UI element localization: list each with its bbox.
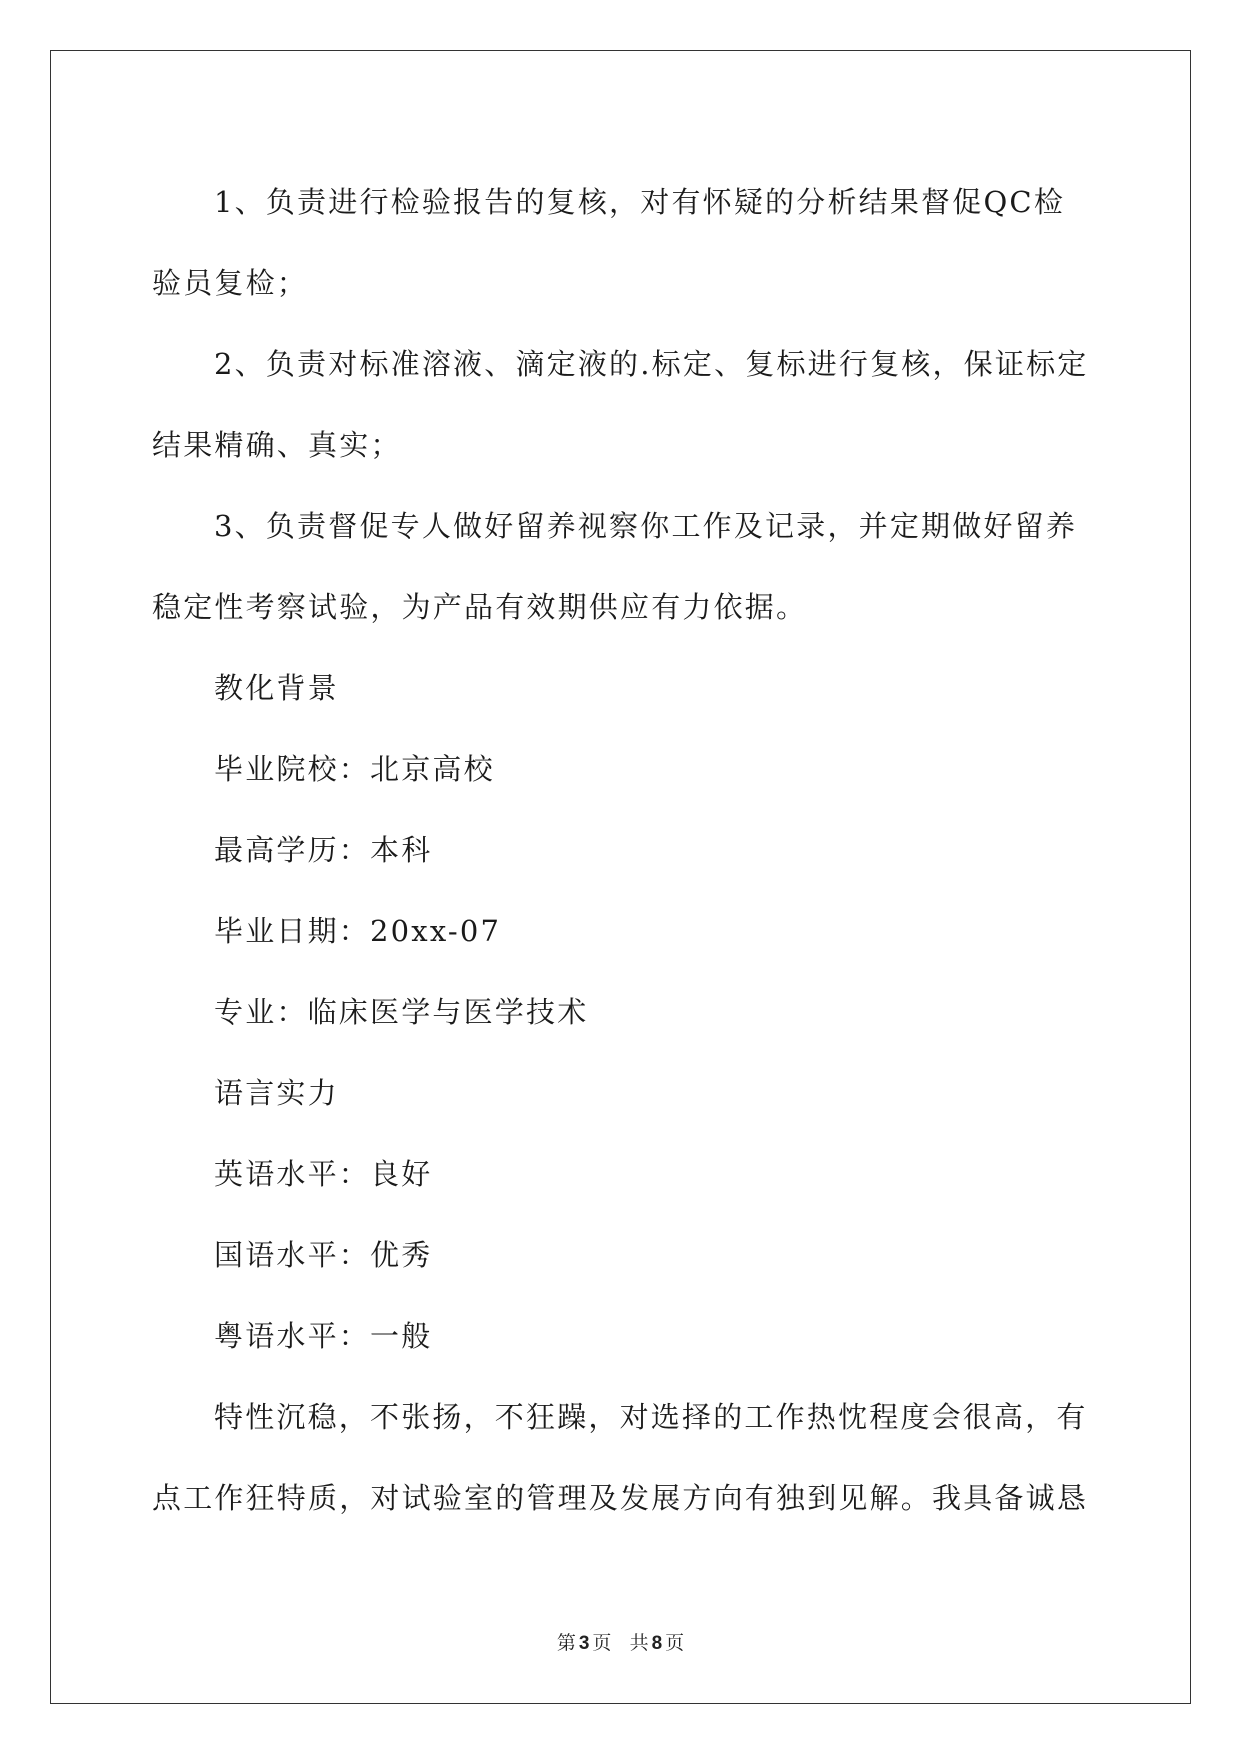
language-cantonese: 粤语水平：一般 <box>214 1319 433 1353</box>
total-prefix: 共 <box>629 1632 649 1654</box>
page-number-footer <box>0 1628 1241 1655</box>
education-school: 毕业院校：北京高校 <box>214 752 495 786</box>
language-mandarin: 国语水平：优秀 <box>214 1238 433 1272</box>
section-heading-language: 语言实力 <box>214 1076 339 1110</box>
education-major: 专业：临床医学与医学技术 <box>214 995 589 1029</box>
language-english: 英语水平：良好 <box>214 1157 433 1191</box>
total-suffix: 页 <box>665 1632 685 1654</box>
paragraph-duty-2: 2、负责对标准溶液、滴定液的.标定、复标进行复核，保证标定结果精确、真实； <box>152 347 1089 462</box>
document-body <box>152 162 1092 1539</box>
paragraph-self-evaluation: 特性沉稳，不张扬，不狂躁，对选择的工作热忱程度会很高，有点工作狂特质，对试验室的管理及发展方向有独到见解。我具备诚恳 <box>152 1400 1089 1515</box>
page-prefix: 第 <box>556 1632 576 1654</box>
education-graduation-date: 毕业日期：20xx-07 <box>214 914 502 948</box>
education-degree: 最高学历：本科 <box>214 833 433 867</box>
page-suffix: 页 <box>592 1632 612 1654</box>
paragraph-duty-3: 3、负责督促专人做好留养视察你工作及记录，并定期做好留养稳定性考察试验，为产品有效期供应有力依据。 <box>152 509 1078 624</box>
total-pages-number: 8 <box>651 1633 663 1654</box>
section-heading-education: 教化背景 <box>214 671 339 705</box>
current-page-number: 3 <box>578 1633 590 1654</box>
paragraph-duty-1: 1、负责进行检验报告的复核，对有怀疑的分析结果督促QC检验员复检； <box>152 185 1066 300</box>
